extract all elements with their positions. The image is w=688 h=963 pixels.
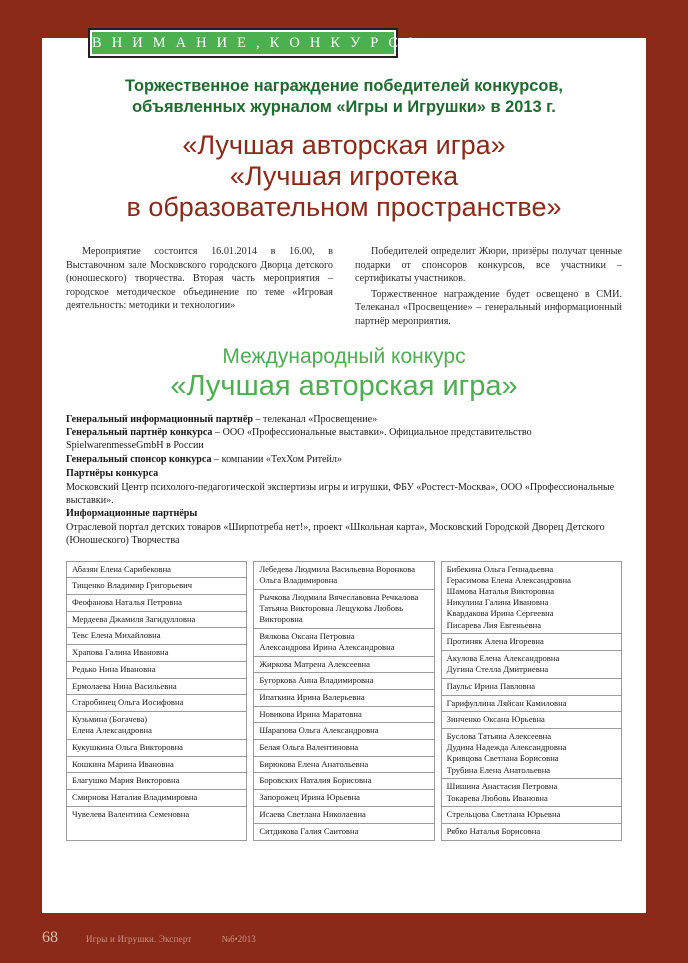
- table-row: [67, 662, 246, 679]
- table-row: [254, 562, 433, 590]
- participant-name: Кошкина Марина Ивановна: [72, 758, 174, 769]
- participant-name: Тевс Елена Михайловна: [72, 630, 161, 641]
- table-row: [442, 779, 621, 807]
- table-row: [67, 757, 246, 774]
- page-heading: [66, 76, 622, 118]
- participant-name: Герасимова Елена Александровна: [446, 574, 571, 585]
- table-row: [442, 712, 621, 729]
- partner-line: [66, 426, 622, 452]
- participant-name: Ситдикова Галия Саитовна: [259, 825, 359, 836]
- partner-line: [66, 507, 622, 520]
- page-heading-line2: объявленных журналом «Игры и Игрушки» в 2013 г.: [132, 98, 556, 116]
- participant-name: Лебедева Людмила Васильевна Воронкова Ольга Владимировна: [259, 563, 416, 585]
- table-row: [254, 690, 433, 707]
- table-row: [254, 773, 433, 790]
- participant-name: Абазян Елена Сарибековна: [72, 563, 171, 574]
- participant-name: Кривцова Светлана Борисовна: [446, 753, 559, 764]
- participant-name: Гарифуллина Ляйсан Камиловна: [446, 697, 567, 708]
- table-row: [254, 590, 433, 629]
- partner-line: [66, 521, 622, 547]
- partner-text: Отраслевой портал детских товаров «Ширпотреба нет!», проект «Школьная карта», Московский Городской Дворец Детского (Юношеского) Творчества: [66, 522, 605, 547]
- partner-line: [66, 467, 622, 480]
- participant-name: Ермолаева Нина Васильевна: [72, 680, 177, 691]
- table-row: [67, 679, 246, 696]
- page-number: 68: [42, 929, 58, 946]
- table-row: [67, 595, 246, 612]
- table-row: [254, 757, 433, 774]
- table-row: [254, 723, 433, 740]
- participant-name: Старобинец Ольга Иосифовна: [72, 697, 184, 708]
- participant-name: Буслова Татьяна Алексеевна: [446, 731, 552, 742]
- partner-label: Генеральный партнёр конкурса: [66, 427, 213, 439]
- participant-name: Храпова Галина Ивановна: [72, 647, 169, 658]
- participants-table-column: [66, 561, 247, 841]
- participant-name: Вялкова Оксана Петровна: [259, 630, 355, 641]
- table-row: [442, 679, 621, 696]
- participant-name: Чувелева Валентина Семеновна: [72, 808, 190, 819]
- page-content: [66, 76, 622, 841]
- table-row: [67, 790, 246, 807]
- contest-subtitle: Международный конкурс: [222, 344, 466, 368]
- participant-name: Зинченко Оксана Юрьевна: [446, 714, 545, 725]
- table-row: [254, 657, 433, 674]
- participant-name: Шамова Наталья Викторовна: [446, 586, 555, 596]
- page-title-line2: «Лучшая игротека: [229, 161, 459, 191]
- table-row: [442, 729, 621, 779]
- table-row: [442, 651, 621, 679]
- attention-banner: [88, 28, 417, 58]
- table-row: [67, 773, 246, 790]
- partner-text: – ООО «Профессиональные выставки». Официальное представительство SpielwarenmesseGmbH в России: [66, 427, 532, 452]
- participant-name: Писарева Лия Евгеньевна: [446, 619, 542, 630]
- participant-name: Рычкова Людмила Вячеславовна Речкалова Татьяна Викторовна Лещукова Любовь Викторовна: [259, 591, 419, 624]
- participant-name: Мердеева Джамиля Загидулловна: [72, 613, 196, 624]
- partner-text: – компании «ТехХом Ритейл»: [211, 454, 342, 466]
- table-row: [67, 712, 246, 740]
- participant-name: Новикова Ирина Маратовна: [259, 708, 362, 719]
- table-row: [67, 740, 246, 757]
- participant-name: Кукушкина Ольга Викторовна: [72, 741, 183, 752]
- participant-name: Тищенко Владимир Григорьевич: [72, 580, 193, 591]
- participant-name: Шарапова Ольга Александровна: [259, 725, 379, 736]
- participant-name: Паульс Ирина Павловна: [446, 680, 536, 691]
- table-row: [254, 807, 433, 824]
- page-title-line3: в образовательном пространстве»: [126, 192, 562, 222]
- table-row: [254, 673, 433, 690]
- table-row: [254, 824, 433, 840]
- participants-tables: [66, 561, 622, 841]
- participant-name: Квардакова Ирина Сергеевна: [446, 608, 554, 619]
- table-row: [67, 628, 246, 645]
- table-row: [254, 707, 433, 724]
- participant-name: Бугоркова Анна Владимировна: [259, 675, 374, 686]
- intro-paragraph: Победителей определит Жюри, призёры получат ценные подарки от спонсоров конкурсов, все участники – сертификаты участников.: [355, 246, 622, 285]
- participant-name: Запорожец Ирина Юрьевна: [259, 792, 360, 803]
- table-row: [67, 562, 246, 579]
- participant-name: Стрельцова Светлана Юрьевна: [446, 809, 561, 820]
- partner-label: Генеральный информационный партнёр: [66, 413, 253, 425]
- intro-paragraph: Торжественное награждение будет освещено в СМИ. Телеканал «Просвещение» – генеральный информационный партнёр мероприятия.: [355, 288, 622, 327]
- table-row: [442, 696, 621, 713]
- table-row: [254, 629, 433, 657]
- partner-text: – телеканал «Просвещение»: [252, 413, 378, 425]
- participant-name: Благушко Мария Викторовна: [72, 775, 180, 786]
- partner-line: [66, 453, 622, 466]
- table-row: [67, 645, 246, 662]
- participants-table-column: [441, 561, 622, 841]
- participant-name: Кузьмина (Богачева): [72, 713, 148, 724]
- participant-name: Шишина Анастасия Петровна: [446, 781, 558, 792]
- partner-line: [66, 413, 622, 426]
- intro-column-right: [355, 245, 622, 331]
- participant-name: Исаева Светлана Николаевна: [259, 808, 366, 819]
- partner-label: Информационные партнёры: [66, 508, 198, 520]
- intro-column-left: [66, 245, 333, 331]
- partner-text: Московский Центр психолого-педагогической экспертизы игры и игрушки, ФБУ «Ростест-Москва», ООО «Профессиональные выставки».: [66, 481, 615, 506]
- page-title: [66, 130, 622, 223]
- table-row: [442, 807, 621, 824]
- partners-block: [66, 413, 622, 548]
- intro-columns: [66, 245, 622, 331]
- page-heading-line1: Торжественное награждение победителей конкурсов,: [125, 77, 563, 95]
- participant-name: Редько Нина Ивановна: [72, 663, 156, 674]
- page-title-line1: «Лучшая авторская игра»: [182, 130, 506, 160]
- table-row: [254, 790, 433, 807]
- page-footer: [42, 929, 646, 947]
- participant-name: Смирнова Наталия Владимировна: [72, 791, 198, 802]
- magazine-name: Игры и Игрушки. Эксперт: [86, 934, 192, 944]
- participant-name: Жиркова Матрена Алексеевна: [259, 658, 370, 669]
- table-row: [442, 824, 621, 840]
- participant-name: Елена Александровна: [72, 725, 152, 736]
- table-row: [67, 807, 246, 823]
- participants-table-column: [253, 561, 434, 841]
- participant-name: Феофанова Наталья Петровна: [72, 597, 182, 607]
- table-row: [67, 695, 246, 712]
- participant-name: Акулова Елена Александровна: [446, 653, 560, 664]
- participant-name: Бибекина Ольга Геннадьевна: [446, 563, 554, 574]
- participant-name: Белая Ольга Валентиновна: [259, 742, 359, 753]
- participant-name: Бирюкова Елена Анатольевна: [259, 758, 369, 769]
- participant-name: Дугина Стелла Дмитриевна: [446, 664, 549, 675]
- table-row: [67, 578, 246, 595]
- participant-name: Боровских Наталия Борисовна: [259, 775, 372, 786]
- intro-paragraph: Мероприятие состоится 16.01.2014 в 16.00, в Выставочном зале Московского городского Дворца детского (юношеского) творчества. Вторая часть мероприятия – городское методическое объединение по теме «Игровая деятельность: методики и технологии»: [66, 246, 333, 312]
- participant-name: Трубина Елена Анатольевна: [446, 764, 551, 775]
- table-row: [442, 634, 621, 651]
- table-row: [442, 562, 621, 635]
- partner-label: Генеральный спонсор конкурса: [66, 454, 212, 466]
- contest-name: «Лучшая авторская игра»: [170, 369, 518, 402]
- participant-name: Протиняк Алена Игоревна: [446, 636, 544, 647]
- partner-line: [66, 481, 622, 507]
- participant-name: Токарева Любовь Ивановна: [446, 792, 548, 803]
- issue-number: №6•2013: [221, 934, 256, 944]
- participant-name: Ипаткина Ирина Валерьевна: [259, 691, 365, 702]
- partner-label: Партнёры конкурса: [66, 467, 159, 479]
- participant-name: Никулина Галина Ивановна: [446, 597, 549, 608]
- table-row: [67, 612, 246, 629]
- participant-name: Александрова Ирина Александровна: [259, 641, 395, 652]
- participant-name: Рябко Наталья Борисовна: [446, 825, 541, 836]
- table-row: [254, 740, 433, 757]
- participant-name: Дудина Надежда Александровна: [446, 742, 567, 753]
- attention-banner-label: В Н И М А Н И Е , К О Н К У Р С !: [92, 32, 394, 54]
